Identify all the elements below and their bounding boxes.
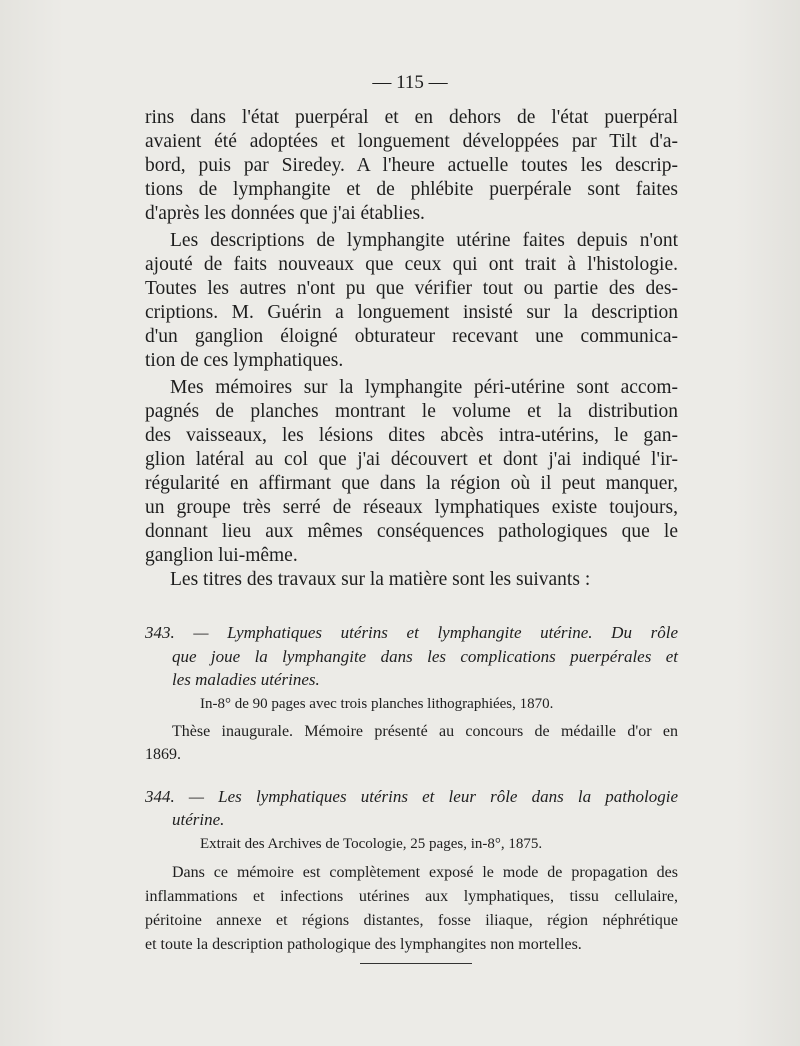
- text-line: ajouté de faits nouveaux que ceux qui ont trait à l'histologie.: [145, 254, 678, 275]
- end-rule: [360, 963, 472, 964]
- text-line: Mes mémoires sur la lymphangite péri-utérine sont accom-: [170, 377, 678, 398]
- text-line: donnant lieu aux mêmes conséquences pathologiques que le: [145, 521, 678, 542]
- entry-title-line: les maladies utérines.: [172, 670, 320, 689]
- entry-title-line: utérine.: [172, 810, 225, 829]
- entry-note-line: 1869.: [145, 746, 181, 763]
- page-number: — 115 —: [372, 72, 448, 93]
- entry-publication: Extrait des Archives de Tocologie, 25 pages, in-8°, 1875.: [200, 836, 543, 852]
- text-line: un groupe très serré de réseaux lymphatiques existe toujours,: [145, 497, 678, 518]
- text-line: régularité en affirmant que dans la région où il peut manquer,: [145, 473, 678, 494]
- text-line: des vaisseaux, les lésions dites abcès intra-utérins, le gan-: [145, 425, 678, 446]
- entry-title-line: que joue la lymphangite dans les complications puerpérales et: [172, 647, 678, 666]
- entry-note-line: inflammations et infections utérines aux lymphatiques, tissu cellulaire,: [145, 888, 678, 905]
- text-line: rins dans l'état puerpéral et en dehors de l'état puerpéral: [145, 107, 678, 128]
- text-line: tions de lymphangite et de phlébite puerpérale sont faites: [145, 179, 678, 200]
- text-line: criptions. M. Guérin a longuement insisté sur la description: [145, 302, 678, 323]
- text-line: Toutes les autres n'ont pu que vérifier tout ou partie des des-: [145, 278, 678, 299]
- entry-note-line: péritoine annexe et régions distantes, fosse iliaque, région néphrétique: [145, 912, 678, 929]
- entry-title-line: 344. — Les lymphatiques utérins et leur rôle dans la pathologie: [145, 787, 678, 806]
- text-line: ganglion lui-même.: [145, 545, 298, 566]
- text-line: Les descriptions de lymphangite utérine faites depuis n'ont: [170, 230, 678, 251]
- entry-note-line: Thèse inaugurale. Mémoire présenté au concours de médaille d'or en: [172, 723, 678, 740]
- entry-note-line: Dans ce mémoire est complètement exposé le mode de propagation des: [172, 864, 678, 881]
- text-line: d'après les données que j'ai établies.: [145, 203, 425, 224]
- text-line: pagnés de planches montrant le volume et la distribution: [145, 401, 678, 422]
- text-line: tion de ces lymphatiques.: [145, 350, 344, 371]
- entry-publication: In-8° de 90 pages avec trois planches lithographiées, 1870.: [200, 696, 554, 712]
- text-line: bord, puis par Siredey. A l'heure actuelle toutes les descrip-: [145, 155, 678, 176]
- entry-title-line: 343. — Lymphatiques utérins et lymphangite utérine. Du rôle: [145, 623, 678, 642]
- text-line: Les titres des travaux sur la matière sont les suivants :: [170, 569, 591, 590]
- entry-note-line: et toute la description pathologique des lymphangites non mortelles.: [145, 936, 582, 953]
- text-line: glion latéral au col que j'ai découvert et dont j'ai indiqué l'ir-: [145, 449, 678, 470]
- text-line: avaient été adoptées et longuement développées par Tilt d'a-: [145, 131, 678, 152]
- text-line: d'un ganglion éloigné obturateur recevant une communica-: [145, 326, 678, 347]
